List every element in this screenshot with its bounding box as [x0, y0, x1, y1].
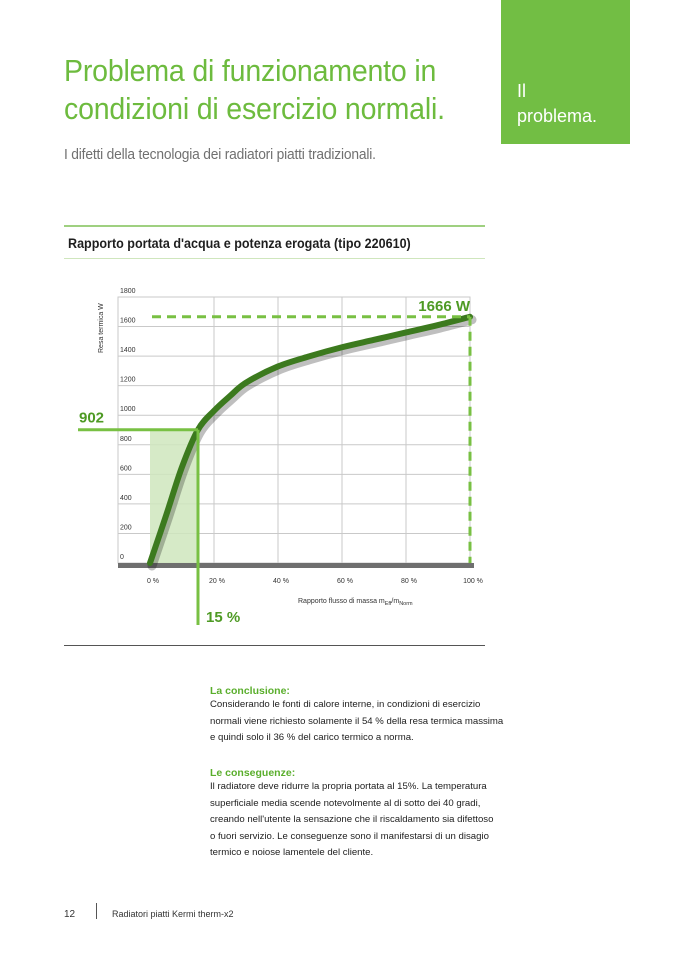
section-tab-line2: problema. — [517, 106, 598, 126]
y-tick-label: 1400 — [120, 347, 136, 355]
conclusion-line: Considerando le fonti di calore interne, in condizioni di esercizio — [210, 699, 481, 710]
y-tick-label: 1600 — [120, 317, 136, 325]
consequences-heading: Le conseguenze: — [210, 767, 296, 779]
x-tick-label: 0 % — [146, 578, 160, 585]
chart-title: Rapporto portata d'acqua e potenza erogata (tipo 220610) — [68, 236, 411, 251]
x-tick-label: 60 % — [337, 578, 353, 585]
x-axis-bar — [118, 563, 474, 568]
x-axis-label: Rapporto flusso di massa $m_{Eff}/m_{Norm}$ — [298, 598, 413, 607]
conclusion-text — [210, 697, 504, 747]
consequences-line: Il radiatore deve ridurre la propria portata al 15%. La temperatura — [210, 781, 487, 792]
x-tick-label: 40 % — [273, 578, 289, 585]
y-tick-label: 600 — [120, 465, 132, 473]
consequences-text — [210, 779, 495, 862]
conclusion-line: normali viene richiesto solamente il 54 % della resa termica massima — [210, 715, 504, 727]
consequences-line: creando nell'utente la sensazione che il riscaldamento sia difettoso — [210, 814, 494, 825]
conclusion-heading: La conclusione: — [210, 685, 290, 697]
page-title: Problema di funzionamento in condizioni di esercizio normali. — [64, 53, 445, 126]
y-tick-label: 0 — [120, 554, 124, 561]
section-tab-line1: Il — [517, 81, 526, 101]
operating-percent-label: 15 % — [206, 609, 241, 626]
y-tick-label: 1800 — [120, 288, 136, 295]
page-subtitle: I difetti della tecnologia dei radiatori piatti tradizionali. — [64, 146, 376, 163]
footer-text: Radiatori piatti Kermi therm-x2 — [112, 909, 234, 919]
chart-bottom-rule — [64, 645, 485, 646]
y-tick-label: 200 — [120, 524, 132, 532]
y-tick-label: 800 — [120, 435, 132, 443]
consequences-line: o fuori servizio. Le conseguenze sono il manifestarsi di un disagio — [210, 830, 489, 842]
consequences-line: superficiale media scende notevolmente al di sotto dei 40 gradi, — [210, 797, 481, 809]
max-value-label: 1666 W — [418, 298, 470, 315]
y-tick-label: 1000 — [120, 406, 136, 414]
x-tick-label: 100 % — [463, 578, 483, 585]
conclusion-line: e quindi solo il 36 % del carico termico a norma. — [210, 732, 414, 743]
y-axis-label: Resa termica W — [98, 303, 105, 353]
consequences-line: termico e noiose lamentele del cliente. — [210, 847, 374, 858]
y-tick-label: 1200 — [120, 376, 136, 384]
footer-divider — [96, 903, 97, 919]
y-tick-label: 400 — [120, 494, 132, 502]
page-number: 12 — [64, 909, 76, 920]
operating-value-label: 902 — [79, 409, 105, 427]
x-tick-label: 20 % — [209, 578, 225, 585]
x-tick-label: 80 % — [401, 578, 417, 585]
